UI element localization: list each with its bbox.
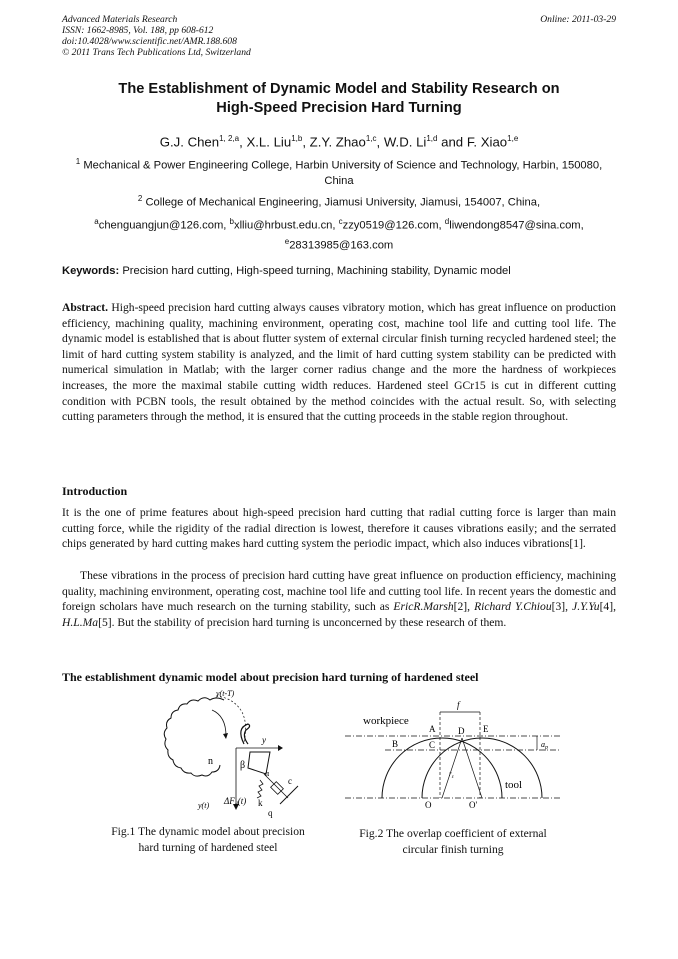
intro-paragraph-1: It is the one of prime features about high-speed precision hard cutting that radial cutting force is larger than main cutting force, while the rigidity of the radial direction is lowest, therefore it causes vibrations easily; and the serrated chips generated by hard cutting makes hard cutting system the periodic impact, which also induces vibrations[1]. bbox=[62, 506, 616, 551]
affiliation-number: 2 bbox=[137, 194, 143, 203]
label-re-main: r bbox=[449, 770, 452, 778]
rotation-arrowhead bbox=[223, 733, 228, 739]
author-name: X.L. Liu bbox=[246, 134, 292, 150]
figure-1-caption-line-1: Fig.1 The dynamic model about precision bbox=[111, 825, 305, 838]
label-delta-F-main: ΔF bbox=[224, 796, 235, 806]
label-O: O bbox=[425, 800, 432, 810]
email-address[interactable]: xlliu@hrbust.edu.cn, bbox=[233, 219, 336, 232]
label-delta-F bbox=[223, 796, 246, 808]
abstract bbox=[62, 300, 616, 425]
keywords bbox=[62, 264, 616, 279]
label-f: f bbox=[457, 700, 460, 710]
email-marker: c bbox=[338, 217, 343, 226]
label-B: B bbox=[392, 739, 399, 749]
label-k: k bbox=[258, 798, 263, 808]
figure-2-caption-line-1: Fig.2 The overlap coefficient of external bbox=[359, 827, 547, 840]
radius-line bbox=[442, 738, 462, 798]
doi-line: doi:10.4028/www.scientific.net/AMR.188.608 bbox=[62, 36, 237, 47]
figure-1-caption-line-2: hard turning of hardened steel bbox=[138, 841, 278, 854]
affiliation-text: Mechanical & Power Engineering College, Harbin University of Science and Technology, Harbin, 150080, China bbox=[83, 159, 603, 187]
chip bbox=[241, 724, 250, 744]
tool-arc-left bbox=[382, 738, 502, 798]
cited-author: H.L.Ma bbox=[62, 615, 99, 629]
label-A: A bbox=[429, 724, 436, 734]
author-affil: 1,d bbox=[426, 134, 438, 143]
figure-1-caption bbox=[88, 824, 328, 856]
damper-box bbox=[271, 782, 284, 795]
label-delta-F-t: (t) bbox=[237, 796, 247, 806]
abstract-label: Abstract. bbox=[62, 301, 109, 314]
author-name: W.D. Li bbox=[383, 134, 427, 150]
journal-header bbox=[62, 14, 616, 58]
label-re-sub: ε bbox=[451, 775, 454, 780]
affiliation-1 bbox=[62, 154, 616, 189]
email-address[interactable]: 28313985@163.com bbox=[289, 239, 394, 252]
author-affil: 1,b bbox=[291, 134, 303, 143]
affiliation-2 bbox=[62, 191, 616, 211]
figure-1-dynamic-model bbox=[112, 688, 312, 818]
cited-author: J.Y.Yu bbox=[572, 600, 600, 614]
label-yt: y(t) bbox=[198, 801, 210, 810]
label-beta: β bbox=[240, 760, 246, 771]
author-name: Z.Y. Zhao bbox=[309, 134, 366, 150]
author-affil: 1,e bbox=[507, 134, 519, 143]
y-axis-arrowhead bbox=[278, 745, 283, 751]
email-address[interactable]: zzy0519@126.com, bbox=[342, 219, 442, 232]
label-C: C bbox=[429, 740, 436, 750]
email-marker: d bbox=[444, 217, 450, 226]
workpiece-wavy-contour bbox=[164, 698, 224, 776]
label-c: c bbox=[288, 776, 292, 786]
online-date: Online: 2011-03-29 bbox=[540, 14, 616, 25]
cited-author: Richard Y.Chiou bbox=[474, 600, 552, 614]
abstract-text: High-speed precision hard cutting always causes vibratory motion, which has great influence on production efficiency, machining quality, machining environment, operating cost, machine tool life and cutting tool life. The dynamic model is established that is about flutter system of external circular finish turning recycled hardened steel; the limit of hard cutting system stability is analyzed, and the limit of hard cutting system stability can be predicted with numerical simulation in Matlab; with the larger corner radius change and the more the hardness of workpieces increases, the more the maximal stabile cutting width reduces. Hardened steel GCr15 is cut in different cutting condition with PCBN tools, the result obtained by the method coincides with the actual result. So, with selecting cutting parameters through the method, it is ensured that the cutting proceeds in the stable region throughout. bbox=[62, 301, 616, 424]
label-ap-sub: p bbox=[545, 745, 548, 751]
author-name: G.J. Chen bbox=[159, 134, 220, 150]
email-list bbox=[62, 214, 616, 253]
label-alpha: α bbox=[265, 769, 270, 778]
author-affil: 1, 2,a bbox=[219, 134, 240, 143]
intro-text: These vibrations in the process of precision hard cutting have great influence on production efficiency, machining quality, machining environment, operating cost, machine tool life and cutting tool life. In recent years the domestic and foreign scholars have much research on the turning stability, such as bbox=[62, 569, 616, 614]
label-delta-F-sub: d bbox=[234, 802, 238, 808]
ground-line bbox=[280, 786, 298, 804]
label-tool: tool bbox=[505, 779, 523, 791]
citation[interactable]: [2], bbox=[453, 600, 475, 614]
title-line-1: The Establishment of Dynamic Model and Stability Research on bbox=[118, 81, 560, 97]
section-heading-model: The establishment dynamic model about precision hard turning of hardened steel bbox=[62, 670, 479, 684]
label-re bbox=[449, 770, 454, 780]
label-n: n bbox=[208, 756, 213, 767]
email-marker: b bbox=[229, 217, 234, 226]
email-marker: e bbox=[284, 236, 290, 246]
citation[interactable]: [3], bbox=[551, 600, 573, 614]
label-yt-T: y(t-T) bbox=[216, 689, 235, 698]
author-list: G.J. Chen$^{1, 2,a}$, X.L. Liu$^{1,b}$, Z.Y. Zhao$^{1,c}$, W.D. Li$^{1,d}$ and F. Xiao$^{1,e}$ bbox=[159, 134, 519, 150]
citation[interactable]: [5] bbox=[98, 615, 112, 629]
label-ap bbox=[541, 740, 548, 751]
author-name: F. Xiao bbox=[466, 134, 508, 150]
rotation-arrow bbox=[212, 710, 226, 736]
keywords-text: Precision hard cutting, High-speed turning, Machining stability, Dynamic model bbox=[122, 265, 511, 277]
label-y: y bbox=[262, 735, 266, 745]
section-heading-introduction: Introduction bbox=[62, 484, 128, 498]
figure-2-caption bbox=[328, 826, 578, 858]
figure-2-caption-line-2: circular finish turning bbox=[402, 843, 504, 856]
cited-author: EricR.Marsh bbox=[393, 600, 454, 614]
affiliation-text: College of Mechanical Engineering, Jiamusi University, Jiamusi, 154007, China, bbox=[145, 196, 541, 209]
author-affil: 1,c bbox=[365, 134, 377, 143]
email-address[interactable]: liwendong8547@sina.com, bbox=[449, 219, 584, 232]
journal-name: Advanced Materials Research bbox=[62, 14, 178, 25]
paper-title bbox=[62, 80, 616, 118]
radius-line-2 bbox=[462, 738, 482, 798]
email-address[interactable]: chenguangjun@126.com, bbox=[98, 219, 227, 232]
spring bbox=[257, 780, 263, 798]
affiliation-number: 1 bbox=[75, 157, 81, 166]
label-workpiece: workpiece bbox=[363, 715, 409, 727]
copyright-line: © 2011 Trans Tech Publications Ltd, Switzerland bbox=[62, 47, 251, 58]
label-O-prime: O' bbox=[469, 800, 478, 810]
keywords-label: Keywords: bbox=[62, 265, 120, 277]
intro-text: . But the stability of precision hard turning is unconcerned by these research of them. bbox=[111, 615, 507, 629]
issn-line: ISSN: 1662-8985, Vol. 188, pp 608-612 bbox=[62, 25, 214, 36]
label-ap-main: a bbox=[541, 740, 545, 749]
citation[interactable]: [4], bbox=[599, 600, 616, 614]
figure-2-overlap bbox=[345, 694, 560, 816]
title-line-2: High-Speed Precision Hard Turning bbox=[216, 100, 462, 116]
label-D: D bbox=[458, 726, 465, 736]
intro-paragraph-2 bbox=[62, 568, 616, 630]
email-marker: a bbox=[94, 217, 99, 226]
label-E: E bbox=[483, 724, 489, 734]
label-q: q bbox=[268, 808, 273, 818]
